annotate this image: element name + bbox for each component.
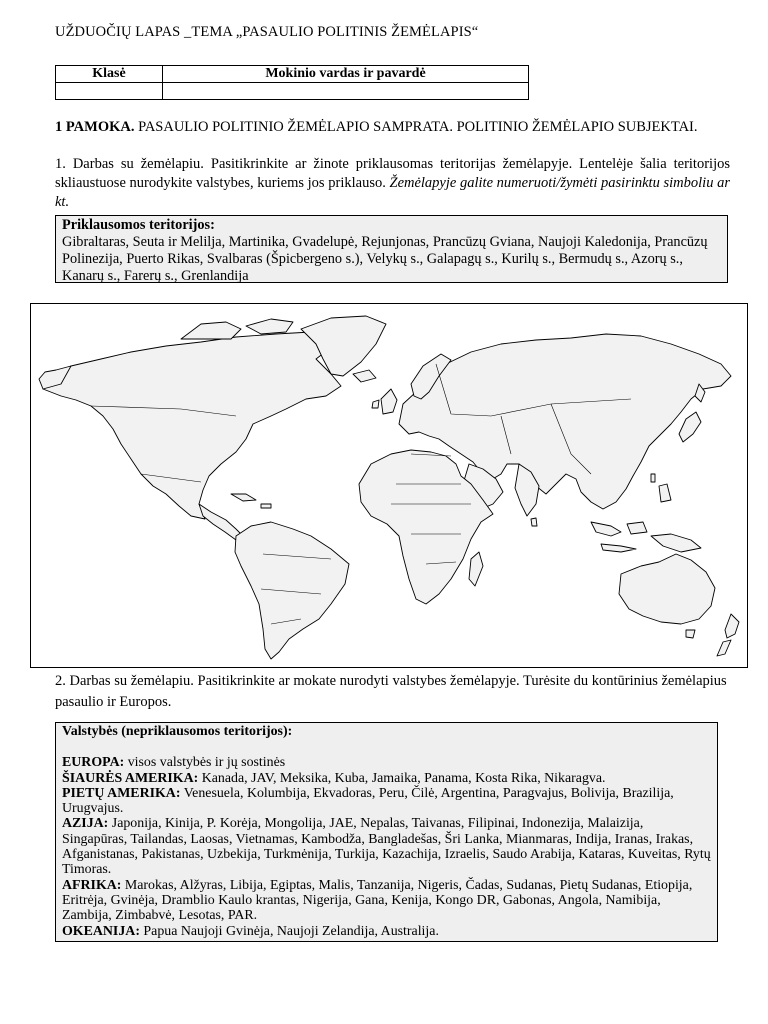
world-map [30, 303, 748, 668]
region-countries: Kanada, JAV, Meksika, Kuba, Jamaika, Panama, Kosta Rika, Nikaragva. [198, 770, 606, 786]
task-1 [55, 155, 730, 212]
region-countries: Marokas, Alžyras, Libija, Egiptas, Malis, Tanzanija, Nigeris, Čadas, Sudanas, Pietų Sudanas, Etiopija, Eritrėja, Gvinėja, Dramblio Kaulo krantas, Nigerija, Gana, Kenija, Kongo DR, Gabonas, Angola, Namibija, Zambija, Zimbabvė, Lesotas, PAR. [62, 877, 693, 924]
dependent-territories-box [55, 215, 728, 283]
task-2: 2. Darbas su žemėlapiu. Pasitikrinkite ar mokate nurodyti valstybes žemėlapyje. Turėsite du kontūrinius žemėlapius pasaulio ir Europos. [55, 673, 727, 710]
north-america-shape [43, 332, 341, 519]
region-asia [62, 816, 711, 877]
region-name: AZIJA: [62, 816, 109, 832]
region-name: AFRIKA: [62, 877, 122, 893]
region-north-america [62, 771, 711, 786]
sri-lanka-shape [531, 518, 537, 526]
south-america-shape [235, 522, 349, 659]
independent-states-heading: Valstybės (nepriklausomos teritorijos): [62, 724, 293, 739]
iceland-shape [353, 370, 376, 382]
region-europe [62, 755, 711, 770]
british-isles-shape [372, 389, 397, 414]
world-map-outline [31, 304, 746, 666]
class-header: Klasė [56, 66, 163, 83]
region-countries: Venesuela, Kolumbija, Ekvadoras, Peru, Čilė, Argentina, Paragvajus, Bolivija, Brazilija, Urugvajus. [62, 785, 674, 817]
region-countries: Papua Naujoji Gvinėja, Naujoji Zelandija, Australija. [139, 923, 439, 939]
lesson-label: 1 PAMOKA. [55, 119, 135, 135]
dependent-territories-list: Gibraltaras, Seuta ir Melilja, Martinika, Gvadelupė, Rejunjonas, Prancūzų Gviana, Naujoji Kaledonija, Prancūzų Polinezija, Puerto Rikas, Svalbaras (Špicbergeno s.), Velykų s., Galapagų s., Kurilų s., Bermudų s., Azorų s., Kanarų s., Farerų s., Grenlandija [62, 234, 708, 284]
region-oceania [62, 924, 711, 939]
central-america-shape [199, 504, 243, 540]
class-cell[interactable] [56, 83, 163, 100]
region-name: EUROPA: [62, 755, 125, 771]
lesson-title: PASAULIO POLITINIO ŽEMĖLAPIO SAMPRATA. POLITINIO ŽEMĖLAPIO SUBJEKTAI. [134, 119, 698, 135]
taiwan-philippines-shape [651, 474, 671, 502]
region-countries: Japonija, Kinija, P. Korėja, Mongolija, JAE, Nepalas, Taivanas, Filipinai, Indonezija, Malaizija, Singapūras, Tailandas, Laosas, Vietnamas, Kambodža, Bangladešas, Šri Lanka, Mianmaras, Indija, Iranas, Irakas, Afganistanas, Pakistanas, Uzbekija, Turkmėnija, Turkija, Kazachija, Izraelis, Saudo Arabija, Kataras, Kuveitas, Rytų Timoras. [62, 816, 711, 878]
task-1-note: Žemėlapyje galite numeruoti/žymėti pasirinktu simboliu ar kt. [55, 175, 730, 210]
student-name-header: Mokinio vardas ir pavardė [163, 66, 529, 83]
region-africa [62, 878, 711, 924]
indonesia-shape [591, 522, 701, 552]
region-name: OKEANIJA: [62, 923, 140, 939]
caribbean-shape [231, 494, 271, 508]
dependent-territories-heading: Priklausomos teritorijos: [62, 217, 215, 233]
student-name-cell[interactable] [163, 83, 529, 100]
task-1-text: 1. Darbas su žemėlapiu. Pasitikrinkite ar žinote priklausomas teritorijas žemėlapyje. Lentelėje šalia teritorijos skliaustuose nurodykite valstybes, kuriems jos priklauso. [55, 156, 730, 191]
independent-states-box [55, 722, 718, 942]
region-name: PIETŲ AMERIKA: [62, 785, 181, 801]
region-name: ŠIAURĖS AMERIKA: [62, 770, 199, 786]
region-countries: visos valstybės ir jų sostinės [124, 755, 286, 771]
page-title: UŽDUOČIŲ LAPAS _TEMA „PASAULIO POLITINIS ŽEMĖLAPIS“ [55, 24, 479, 40]
region-south-america [62, 786, 711, 817]
tasmania-shape [686, 630, 695, 638]
lesson-heading [55, 119, 730, 136]
madagascar-shape [469, 552, 483, 586]
australia-shape [619, 554, 715, 624]
new-zealand-shape [717, 614, 739, 656]
student-info-table [55, 65, 529, 100]
japan-shape [679, 412, 701, 442]
